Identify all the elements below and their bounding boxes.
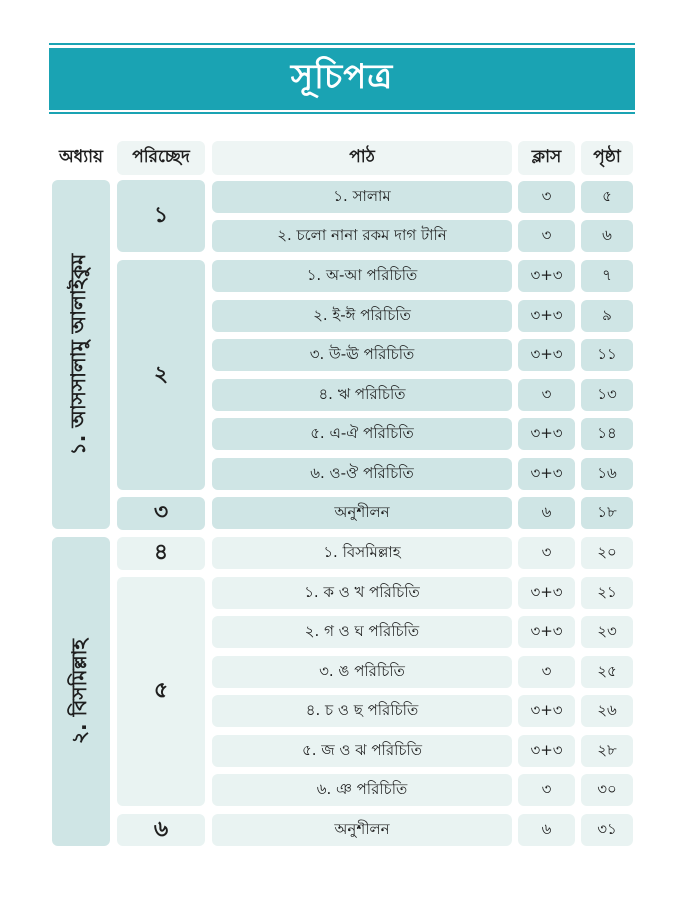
lesson-cell: ১. বিসমিল্লাহ [212, 537, 512, 569]
class-cell: ৩ [518, 656, 575, 688]
lesson-cell: ৪. ঋ পরিচিতি [212, 379, 512, 411]
class-cell: ৩+৩ [518, 260, 575, 292]
page-cell: ৩১ [581, 814, 633, 846]
page-cell: ৫ [581, 181, 633, 213]
page-cell: ১৬ [581, 458, 633, 490]
lesson-cell: ৫. এ-ঐ পরিচিতি [212, 418, 512, 450]
lesson-cell: ২. ই-ঈ পরিচিতি [212, 300, 512, 332]
class-cell: ৩+৩ [518, 695, 575, 727]
section-cell: ২ [117, 260, 205, 490]
header-page: পৃষ্ঠা [581, 141, 633, 175]
section-cell: ৩ [117, 497, 205, 530]
section-cell: ৬ [117, 814, 205, 846]
lesson-cell: ৪. চ ও ছ পরিচিতি [212, 695, 512, 727]
chapter-2-name: ২. বিসমিল্লাহ [66, 639, 91, 744]
lesson-cell: ৩. ঙ পরিচিতি [212, 656, 512, 688]
page-cell: ১৩ [581, 379, 633, 411]
page-cell: ২৮ [581, 735, 633, 767]
class-cell: ৩ [518, 774, 575, 806]
page-cell: ৭ [581, 260, 633, 292]
class-cell: ৩ [518, 537, 575, 569]
class-cell: ৩ [518, 379, 575, 411]
class-cell: ৩+৩ [518, 339, 575, 371]
lesson-cell: ২. চলো নানা রকম দাগ টানি [212, 220, 512, 252]
class-cell: ৬ [518, 497, 575, 529]
lesson-cell: ১. অ-আ পরিচিতি [212, 260, 512, 292]
class-cell: ৩+৩ [518, 458, 575, 490]
chapter-2-cell [52, 537, 110, 846]
page-cell: ২৫ [581, 656, 633, 688]
class-cell: ৩ [518, 220, 575, 252]
page-title: সূচিপত্র [49, 48, 635, 110]
page-cell: ২৩ [581, 616, 633, 648]
chapter-1-name: ১. আসসালামু আলাইকুম [66, 253, 91, 456]
banner-top-line [49, 43, 635, 45]
lesson-cell: অনুশীলন [212, 497, 512, 529]
class-cell: ৬ [518, 814, 575, 846]
page-cell: ১৪ [581, 418, 633, 450]
chapter-1-cell [52, 180, 110, 529]
page-cell: ১১ [581, 339, 633, 371]
lesson-cell: ৬. ও-ঔ পরিচিতি [212, 458, 512, 490]
lesson-cell: ৩. উ-ঊ পরিচিতি [212, 339, 512, 371]
class-cell: ৩+৩ [518, 300, 575, 332]
banner-bottom-line [49, 112, 635, 114]
lesson-cell: ১. ক ও খ পরিচিতি [212, 577, 512, 609]
lesson-cell: অনুশীলন [212, 814, 512, 846]
header-section: পরিচ্ছেদ [117, 141, 205, 175]
page-cell: ২১ [581, 577, 633, 609]
page-cell: ৬ [581, 220, 633, 252]
class-cell: ৩+৩ [518, 418, 575, 450]
section-cell: ৫ [117, 577, 205, 806]
header-chapter: অধ্যায় [50, 141, 112, 175]
page-cell: ১৮ [581, 497, 633, 529]
page-cell: ২৬ [581, 695, 633, 727]
class-cell: ৩+৩ [518, 577, 575, 609]
class-cell: ৩+৩ [518, 616, 575, 648]
page-cell: ২০ [581, 537, 633, 569]
lesson-cell: ৬. ঞ পরিচিতি [212, 774, 512, 806]
header-lesson: পাঠ [212, 141, 512, 175]
header-class: ক্লাস [518, 141, 575, 175]
class-cell: ৩ [518, 181, 575, 213]
page-cell: ৩০ [581, 774, 633, 806]
class-cell: ৩+৩ [518, 735, 575, 767]
page-cell: ৯ [581, 300, 633, 332]
lesson-cell: ১. সালাম [212, 181, 512, 213]
lesson-cell: ৫. জ ও ঝ পরিচিতি [212, 735, 512, 767]
lesson-cell: ২. গ ও ঘ পরিচিতি [212, 616, 512, 648]
section-cell: ৪ [117, 537, 205, 570]
section-cell: ১ [117, 180, 205, 252]
